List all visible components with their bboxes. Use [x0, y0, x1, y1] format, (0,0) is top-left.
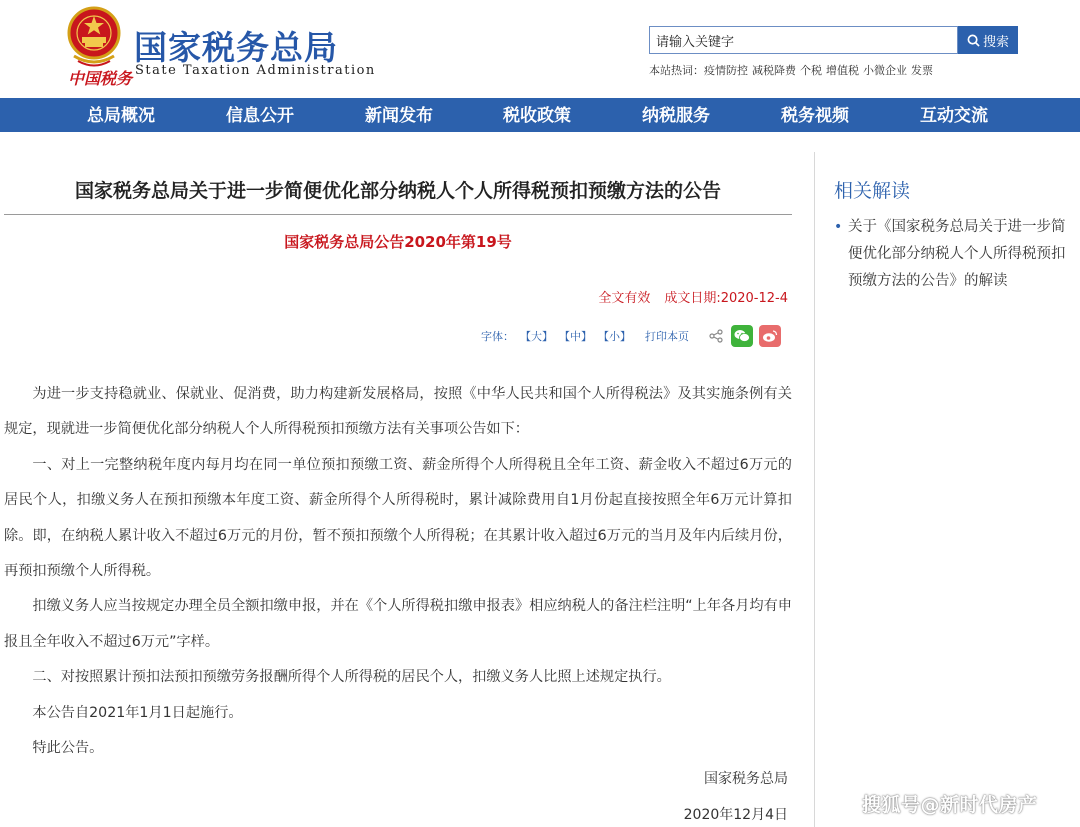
related-title: 相关解读	[834, 180, 911, 202]
article-title: 国家税务总局关于进一步简便优化部分纳税人个人所得税预扣预缴方法的公告	[74, 180, 721, 202]
hot-word-link[interactable]: 疫情防控	[704, 64, 748, 77]
article-paragraph: 扣缴义务人应当按规定办理全员全额扣缴申报，并在《个人所得税扣缴申报表》相应纳税人的备注栏注明“上年各月均有申报且全年收入不超过6万元”字样。	[4, 598, 792, 650]
site-logo-english: State Taxation Administration	[135, 63, 376, 78]
article-paragraph: 本公告自2021年1月1日起施行。	[32, 704, 243, 721]
validity-status: 全文有效	[598, 291, 651, 306]
document-number: 国家税务总局公告2020年第19号	[284, 233, 512, 251]
share-icon[interactable]	[709, 329, 723, 343]
issue-date: 成文日期:2020-12-4	[664, 291, 788, 306]
nav-item-news[interactable]: 新闻发布	[365, 106, 433, 126]
article-meta	[598, 287, 788, 306]
nav-item-video[interactable]: 税务视频	[781, 106, 849, 126]
font-large-button[interactable]: 【大】	[520, 330, 553, 343]
search-button[interactable]	[958, 26, 1018, 54]
nav-item-disclosure[interactable]: 信息公开	[226, 106, 294, 126]
hot-words-label: 本站热词：	[649, 64, 704, 77]
article-paragraph: 为进一步支持稳就业、保就业、促消费，助力构建新发展格局，按照《中华人民共和国个人所得税法》及其实施条例有关规定，现就进一步简便优化部分纳税人个人所得税预扣预缴方法有关事项公告如下：	[4, 386, 792, 438]
nav-item-service[interactable]: 纳税服务	[642, 106, 710, 126]
article-paragraph: 特此公告。	[32, 740, 104, 757]
related-item-label: 关于《国家税务总局关于进一步简便优化部分纳税人个人所得税预扣预缴方法的公告》的解读	[848, 219, 1066, 289]
nav-item-overview[interactable]: 总局概况	[87, 106, 155, 126]
nav-item-policy[interactable]: 税收政策	[503, 106, 571, 126]
bullet-icon: •	[834, 219, 843, 235]
brand-script-logo: 中国税务	[68, 69, 133, 88]
article-tools	[481, 322, 787, 350]
search-button-label: 搜索	[982, 34, 1009, 50]
nav-item-interaction[interactable]: 互动交流	[920, 106, 988, 126]
sign-date: 2020年12月4日	[683, 807, 788, 823]
article-paragraph: 一、对上一完整纳税年度内每月均在同一单位预扣预缴工资、薪金所得个人所得税且全年工资、薪金收入不超过6万元的居民个人，扣缴义务人在预扣预缴本年度工资、薪金所得个人所得税时，累计减除费用自1月份起直接按照全年6万元计算扣除。即，在纳税人累计收入不超过6万元的月份，暂不预扣预缴个人所得税；在其累计收入超过6万元的当月及年内后续月份，再预扣预缴个人所得税。	[4, 456, 792, 580]
search-icon	[967, 34, 980, 47]
print-button[interactable]: 打印本页	[645, 330, 689, 343]
site-logo-text[interactable]: 国家税务总局	[134, 28, 338, 67]
watermark: 搜狐号@新时代房产	[862, 794, 1038, 816]
hot-word-link[interactable]: 发票	[911, 64, 933, 77]
related-item[interactable]	[834, 214, 1074, 295]
signer: 国家税务总局	[704, 771, 788, 787]
search-input[interactable]	[649, 26, 958, 54]
main-nav	[0, 98, 1080, 132]
hot-words	[649, 62, 937, 78]
wechat-share-icon[interactable]	[731, 325, 753, 347]
hot-word-link[interactable]: 减税降费	[752, 64, 796, 77]
font-medium-button[interactable]: 【中】	[559, 330, 592, 343]
font-small-button[interactable]: 【小】	[598, 330, 631, 343]
article-paragraph: 二、对按照累计预扣法预扣预缴劳务报酬所得个人所得税的居民个人，扣缴义务人比照上述规定执行。	[32, 669, 671, 686]
article-body	[4, 377, 792, 766]
title-divider	[4, 214, 792, 215]
hot-word-link[interactable]: 小微企业	[863, 64, 907, 77]
hot-word-link[interactable]: 个税	[800, 64, 822, 77]
national-emblem-icon	[64, 6, 124, 70]
column-divider	[814, 152, 815, 827]
main-content	[0, 132, 1080, 827]
related-list	[834, 214, 1074, 295]
hot-word-link[interactable]: 增值税	[826, 64, 859, 77]
font-size-label: 字体：	[481, 330, 514, 343]
site-header	[0, 0, 1080, 98]
weibo-share-icon[interactable]	[759, 325, 781, 347]
